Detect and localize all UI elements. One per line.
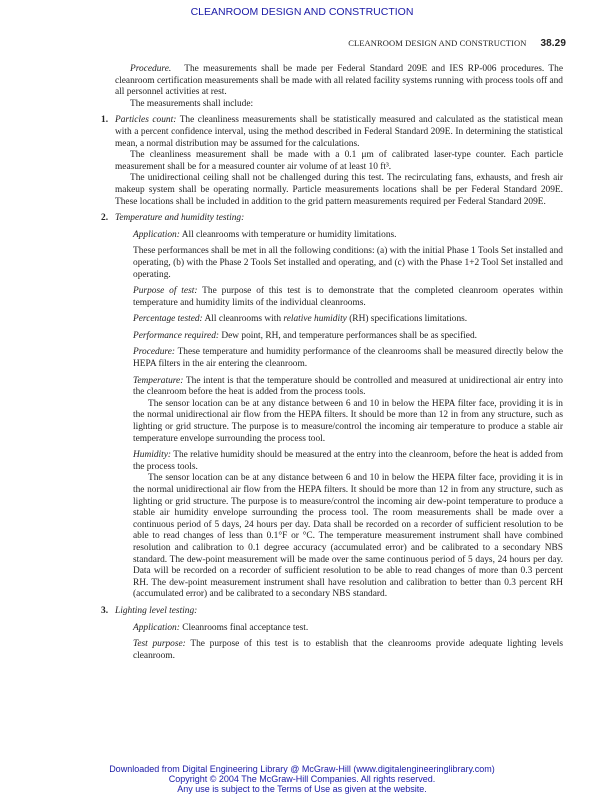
lighting-application: Application: Cleanrooms final acceptance test.	[133, 622, 309, 633]
temp-percentage: Percentage tested: All cleanrooms with relative humidity (RH) specifications limitations.	[133, 314, 468, 325]
lighting-purpose: Test purpose: The purpose of this test is to establish that the cleanrooms provide adequate lighting levels cleanroom.	[133, 639, 563, 661]
particles-p2: The cleanliness measurement shall be made with a 0.1 μm of calibrated laser-type counter. Each particle measurement shall be for a measured counter air volume of at least 10 ft³.	[115, 150, 563, 172]
footer	[0, 764, 604, 794]
page-body	[101, 64, 563, 662]
temp-humidity-heading: Temperature and humidity testing:	[115, 213, 245, 224]
particles-p3: The unidirectional ceiling shall not be challenged during this test. The recirculating fans, exhausts, and fresh air makeup system shall be operating normally. Particle measurements locations shall be per Federal Standard 209E. These locations shall be included in addition to the grid pattern measurements required per Federal Standard 209E.	[115, 173, 563, 207]
temp-conditions: These performances shall be met in all the following conditions: (a) with the initial Phase 1 Tools Set installed and operating, (b) with the Phase 2 Tools Set installed and operating, and (c) with the Phase 1+2 Tool Set installed and operating.	[133, 246, 563, 280]
temp-procedure: Procedure: These temperature and humidity performance of the cleanrooms shall be measured directly below the HEPA filters in the air entering the cleanroom.	[133, 347, 563, 370]
footer-copyright: Copyright © 2004 The McGraw-Hill Companies. All rights reserved.	[168, 774, 436, 784]
temp-application: Application: All cleanrooms with temperature or humidity limitations.	[133, 229, 397, 240]
particles-p1: Particles count: The cleanliness measurements shall be statistically measured and calculated as the statistical mean with a percent confidence interval, using the method described in Federal Standard 209E. In determining the statistical mean, a normal distribution may be assumed for the calculations.	[115, 115, 563, 149]
temperature-sensor-paragraph: The sensor location can be at any distance between 6 and 10 in below the HEPA filter face, providing it is in the normal unidirectional air flow from the HEPA filters. It should be more than 12 in from any structure, such as lighting or grid structure. The purpose is to measure/control the incoming air temperature to produce a stable air temperature envelope surrounding the process tool.	[133, 398, 563, 444]
footer-download-link[interactable]: Downloaded from Digital Engineering Library @ McGraw-Hill (www.digitalengineeringlibrary.com)	[109, 764, 495, 774]
top-banner: CLEANROOM DESIGN AND CONSTRUCTION	[190, 6, 414, 18]
temp-performance: Performance required: Dew point, RH, and temperature performances shall be as specified.	[133, 330, 477, 341]
footer-terms: Any use is subject to the Terms of Use as given at the website.	[177, 784, 427, 794]
lighting-heading: Lighting level testing:	[115, 605, 198, 616]
humidity-paragraph: Humidity: The relative humidity should be measured at the entry into the cleanroom, before the heat is added from the process tools.	[133, 450, 563, 472]
item-number: 2.	[101, 213, 109, 224]
running-head-title: CLEANROOM DESIGN AND CONSTRUCTION	[348, 38, 527, 48]
item-number: 1.	[101, 115, 109, 126]
list-item-temperature-humidity	[101, 213, 563, 225]
page-number: 38.29	[540, 38, 566, 49]
temp-purpose: Purpose of test: The purpose of this test is to demonstrate that the completed cleanroom operates within temperature and humidity limits of the individual cleanrooms.	[133, 286, 563, 308]
humidity-sensor-paragraph: The sensor location can be at any distance between 6 and 10 in below the HEPA filter face, providing it is in the normal unidirectional air flow from the HEPA filters. It should be more than 12 in from any structure, such as lighting or grid structure. The purpose is to measure/control the incoming air dew-point temperature to produce a stable air humidity envelope surrounding the process tool. The room measurements shall be made over a continuous period of 5 days, 24 hours per day. Data shall be recorded on a recorder of sufficient resolution to be able to read changes of less than 0.1°F or °C. The temperature measurement instrument shall have combined resolution and calibration to 0.1 degree accuracy (accumulated error) and be calibrated to a secondary NBS standard. The dew-point measurement will be made over the same continuous period of 5 days, 24 hours per day. Data will be recorded on a recorder of sufficient resolution to be able to read changes of more than 0.3 percent RH. The dew-point measurement instrument shall have resolution and calibration to better than 0.3 percent RH (accumulated error) and be calibrated to a secondary NBS standard.	[133, 473, 563, 600]
procedure-paragraph: Procedure. The measurements shall be made per Federal Standard 209E and IES RP-006 procedures. The cleanroom certification measurements shall be made with all related facility systems running with process tools off and all personnel activities at rest.	[115, 64, 563, 98]
measurements-include: The measurements shall include:	[130, 98, 254, 109]
list-item-lighting	[101, 605, 563, 618]
procedure-label: Procedure.	[130, 64, 172, 74]
temperature-paragraph: Temperature: The intent is that the temperature should be controlled and measured at unidirectional air entry into the cleanroom before the heat is added from the process tools.	[133, 375, 563, 398]
item-number: 3.	[101, 605, 109, 616]
list-item-particles-count	[101, 115, 563, 208]
running-head	[348, 38, 566, 49]
particles-label: Particles count:	[115, 115, 177, 126]
